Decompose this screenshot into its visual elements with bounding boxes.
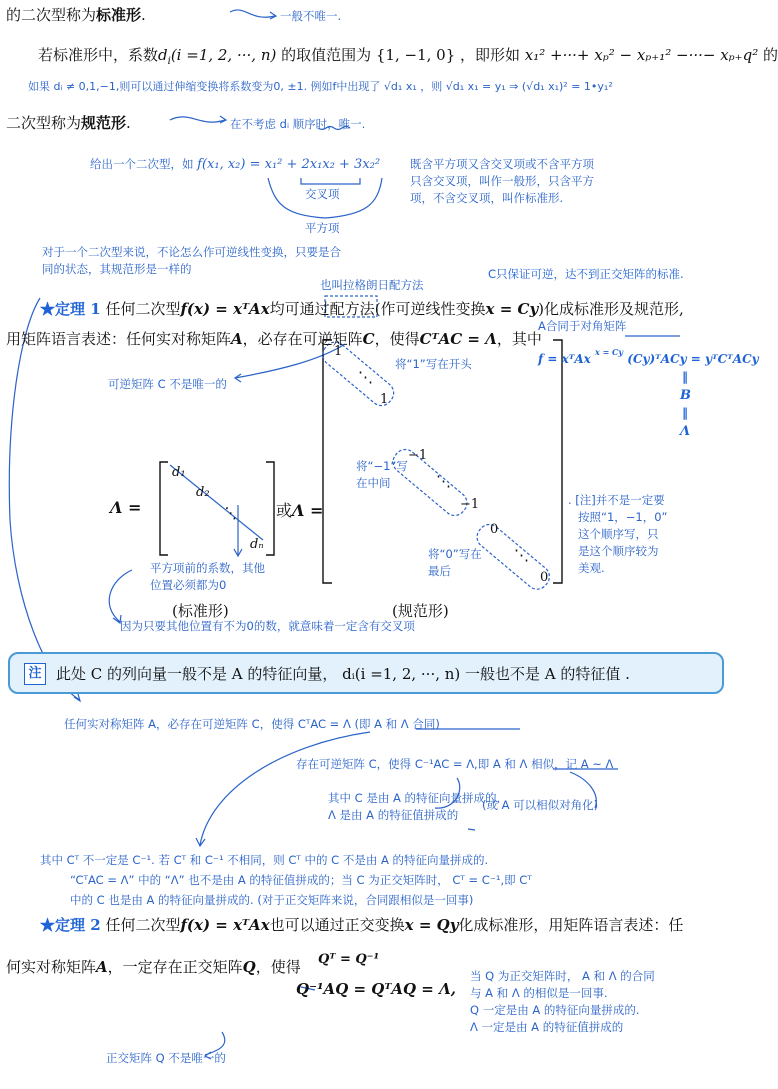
theorem-1-line2b: ，必存在可逆矩阵 xyxy=(242,330,363,348)
entry-d2: d₂ xyxy=(196,485,210,500)
theorem-1-line-2 xyxy=(6,328,542,349)
derivation-eq1: ‖ xyxy=(682,370,688,384)
intro-line xyxy=(6,4,146,25)
note-not-unique: 一般不唯一. xyxy=(280,9,342,23)
theorem-2-line2c: ，使得 xyxy=(255,958,301,976)
theorem-2-text3: 化成标准形，用矩阵语言表述：任 xyxy=(458,916,684,934)
matrix-c: C xyxy=(362,330,375,348)
theorem-2-text2: 也可以通过正交变换 xyxy=(269,916,405,934)
entry-zero-top: 0 xyxy=(490,522,499,537)
derivation-eq2: ‖ xyxy=(682,406,688,420)
note-square-coef-1: 平方项前的系数，其他 xyxy=(150,561,265,575)
entry-dots-2: ⋱ xyxy=(436,472,451,490)
label-zero-1: 将“0”写在 xyxy=(428,547,482,561)
theorem-1-line-1 xyxy=(40,298,684,319)
theorem-1-text1: 任何二次型 xyxy=(105,300,181,318)
entry-dn: dₙ xyxy=(250,537,264,552)
theorem-1-formula: f(x) = xᵀAx xyxy=(180,300,270,318)
transform-cy: x = Cy xyxy=(485,300,539,318)
note-c-invertible: C只保证可逆，达不到正交矩阵的标准. xyxy=(488,267,684,281)
note-q-1: 当 Q 为正交矩阵时， A 和 Λ 的合同 xyxy=(470,969,655,983)
note-b5: (或 A 可以相似对角化) xyxy=(482,798,599,812)
theorem-1-text2: 均可通过 xyxy=(269,300,330,318)
note-b6: 其中 Cᵀ 不一定是 C⁻¹. 若 Cᵀ 和 C⁻¹ 不相同，则 Cᵀ 中的 C 不是由 A 的特征向量拼成的. xyxy=(40,853,489,867)
note-square-coef-2: 位置必须都为0 xyxy=(150,578,227,592)
coef-d: d xyxy=(158,46,168,64)
entry-zero-bottom: 0 xyxy=(540,570,549,585)
note-b3: 其中 C 是由 A 的特征向量拼成的, xyxy=(328,791,501,805)
star-icon-2: ★ xyxy=(40,916,56,934)
star-icon: ★ xyxy=(40,300,56,318)
theorem-2-line-1 xyxy=(40,914,683,935)
theorem-1-text3: (作可逆线性变换 xyxy=(374,300,486,318)
note-b4: Λ 是由 A 的特征值拼成的 xyxy=(328,808,459,822)
derivation-top xyxy=(538,347,759,366)
entry-dots-1: ⋱ xyxy=(358,368,373,386)
note-congruent-diag: A合同于对角矩阵 xyxy=(538,319,627,333)
standard-form-term: 标准形 xyxy=(96,6,142,24)
label-neg-2: 在中间 xyxy=(356,476,391,490)
theorem-1-label: 定理 1 xyxy=(55,300,101,318)
or-text: 或 xyxy=(276,501,293,520)
entry-neg-top: −1 xyxy=(408,448,428,463)
label-neg-1: 将“−1”写 xyxy=(356,459,408,473)
note-congruent-1: 对于一个二次型来说，不论怎么作可逆线性变换，只要是合 xyxy=(42,245,341,259)
example-intro-text: 给出一个二次型，如 xyxy=(90,157,194,171)
note-q-3: Q 一定是由 A 的特征向量拼成的. xyxy=(470,1003,640,1017)
note-scale: 如果 dᵢ ≠ 0,1,−1,则可以通过伸缩变换将系数变为0, ±1. 例如f中出现了 √d₁ x₁ ，则 √d₁ x₁ = y₁ ⇒ (√d₁ x₁)² = 1•y₁² xyxy=(28,80,613,93)
cross-term-label: 交叉项 xyxy=(305,187,340,201)
theorem-1-line2d: ，其中 xyxy=(496,330,542,348)
derivation-f: f = xᵀAx xyxy=(538,352,591,366)
label-one-first: 将“1”写在开头 xyxy=(395,357,472,371)
congruence-eq: CᵀAC = Λ xyxy=(419,330,497,348)
entry-one-bottom: 1 xyxy=(380,392,389,407)
entry-dots-3: ⋱ xyxy=(514,546,529,564)
entry-one-top: 1 xyxy=(334,344,343,359)
note-b7: “CᵀAC = Λ” 中的 “Λ” 也不是由 A 的特征值拼成的；当 C 为正交矩阵时， Cᵀ = C⁻¹,即 Cᵀ xyxy=(70,873,532,887)
matrix-side-3: 这个顺序写，只 xyxy=(578,527,659,541)
matrix-side-1: . [注]并不是一定要 xyxy=(568,493,665,507)
matrix-a-2: A xyxy=(96,958,108,976)
note-congruent-2: 同的状态，其规范形是一样的 xyxy=(42,262,192,276)
matrix-side-2: 按照“1，−1，0” xyxy=(578,510,668,524)
entry-neg-bottom: −1 xyxy=(460,497,480,512)
entry-d1: d₁ xyxy=(172,465,186,480)
theorem-1-text4: )化成标准形及规范形, xyxy=(538,300,684,318)
note-c-not-unique: 可逆矩阵 C 不是唯一的 xyxy=(108,377,227,391)
theorem-2-line-2 xyxy=(6,956,301,977)
theorem-2-label: 定理 2 xyxy=(55,916,101,934)
canonical-condition-line xyxy=(38,44,778,67)
cond-text: 若标准形中，系数 xyxy=(38,46,159,64)
matrix-q: Q xyxy=(242,958,256,976)
note-b8: 中的 C 也是由 A 的特征向量拼成的. (对于正交矩阵来说，合同跟相似是一回事) xyxy=(70,893,474,907)
or-label xyxy=(276,498,323,521)
note-b2: 存在可逆矩阵 C，使得 C⁻¹AC = Λ,即 A 和 Λ 相似，记 A ~ Λ xyxy=(296,757,614,771)
note-q-not-unique: 正交矩阵 Q 不是唯一的 xyxy=(106,1051,226,1065)
theorem-1-line2a: 用矩阵语言表述：任何实对称矩阵 xyxy=(6,330,232,348)
coef-sub: i xyxy=(167,56,171,67)
theorem-1-line2c: ，使得 xyxy=(374,330,420,348)
method-completing-square: 配方法 xyxy=(329,300,375,318)
example-side-2: 只含交叉项，叫作一般形，只含平方 xyxy=(410,174,594,188)
label-standard: (标准形) xyxy=(172,602,229,620)
canonical-line xyxy=(6,112,131,133)
annotation-text: 此处 C 的列向量一般不是 A 的特征向量， dᵢ(i =1, 2, ···, n) 一般也不是 A 的特征值 . xyxy=(56,665,630,683)
canonical-form-term: 规范形 xyxy=(81,114,127,132)
matrix-side-5: 美观. xyxy=(578,561,605,575)
canonical-formula: x₁² +···+ xₚ² − xₚ₊₁² −···− xₚ₊q² xyxy=(524,46,759,64)
note-lagrange: 也叫拉格朗日配方法 xyxy=(320,278,424,292)
derivation-rest: (Cy)ᵀACy = yᵀCᵀACy xyxy=(627,352,759,366)
intro-text: 的二次型称为 xyxy=(6,6,97,24)
orthogonal-eq: Q⁻¹AQ = QᵀAQ = Λ, xyxy=(296,980,456,998)
example-formula: f(x₁, x₂) = x₁² + 2x₁x₂ + 3x₂² xyxy=(197,157,381,172)
matrix-side-4: 是这个顺序较为 xyxy=(578,544,659,558)
note-q-2: 与 A 和 Λ 的相似是一回事. xyxy=(470,986,608,1000)
theorem-2-line2b: ，一定存在正交矩阵 xyxy=(107,958,243,976)
note-b1: 任何实对称矩阵 A，必存在可逆矩阵 C，使得 CᵀAC = Λ (即 A 和 Λ 合同) xyxy=(64,717,440,731)
intro-period: . xyxy=(141,6,146,24)
canonical-period: . xyxy=(126,114,131,132)
label-zero-2: 最后 xyxy=(428,564,451,578)
theorem-2-formula: f(x) = xᵀAx xyxy=(180,916,270,934)
annotation-box xyxy=(8,652,724,694)
label-canonical: (规范形) xyxy=(392,602,449,620)
qt-eq: Qᵀ = Q⁻¹ xyxy=(318,952,380,967)
example-side-1: 既含平方项又含交叉项或不含平方项 xyxy=(410,157,594,171)
square-term-label: 平方项 xyxy=(305,221,340,235)
theorem-2-line2a: 何实对称矩阵 xyxy=(6,958,97,976)
note-cross-term: 因为只要其他位置有不为0的数，就意味着一定含有交叉项 xyxy=(120,619,415,633)
note-unique: 在不考虑 dᵢ 顺序时，唯一. xyxy=(230,117,366,131)
derivation-over: x = Cy xyxy=(595,347,624,357)
annotation-tag: 注 xyxy=(24,663,46,685)
entry-dots: ⋱ xyxy=(222,504,237,522)
example-side-3: 项，不含交叉项，叫作标准形. xyxy=(410,191,564,205)
cond-tail: 的 xyxy=(763,46,778,64)
coef-range: (i =1, 2, ···, n) xyxy=(170,46,277,64)
matrix-a: A xyxy=(231,330,243,348)
lambda-lhs-2: Λ = xyxy=(292,501,324,520)
derivation-b: B xyxy=(680,388,691,403)
cond-mid: 的取值范围为 {1, −1, 0} ，即形如 xyxy=(281,46,521,64)
canonical-text: 二次型称为 xyxy=(6,114,82,132)
note-q-4: Λ 一定是由 A 的特征值拼成的 xyxy=(470,1020,624,1034)
transform-qy: x = Qy xyxy=(404,916,459,934)
theorem-2-text1: 任何二次型 xyxy=(105,916,181,934)
derivation-lambda: Λ xyxy=(680,424,691,439)
example-intro xyxy=(90,156,380,172)
lambda-lhs: Λ = xyxy=(110,498,142,517)
